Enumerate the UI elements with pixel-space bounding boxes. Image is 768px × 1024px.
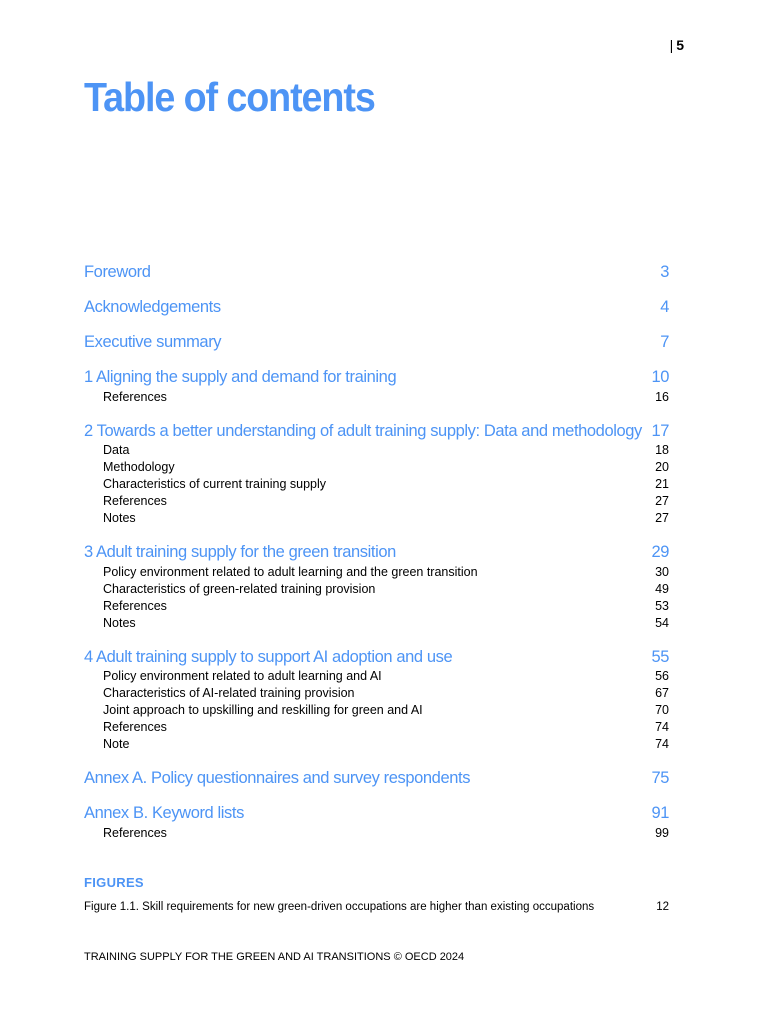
toc-subentry-page: 67 (655, 686, 669, 700)
toc-subentry-label: Methodology (103, 460, 175, 474)
toc-entry-label: Acknowledgements (84, 298, 221, 316)
toc-group (84, 768, 669, 788)
toc-subentry-label: Data (103, 443, 130, 457)
toc-subentry[interactable] (84, 736, 669, 753)
toc-subentry[interactable] (84, 825, 669, 842)
toc-subentry[interactable] (84, 719, 669, 736)
toc-entry[interactable] (84, 262, 669, 282)
toc-group (84, 803, 669, 842)
toc-subentry-label: Characteristics of current training supply (103, 477, 327, 491)
toc-entry[interactable] (84, 768, 669, 788)
toc-subentry-label: References (103, 825, 167, 840)
toc-subentry[interactable] (84, 459, 669, 476)
toc-entry[interactable] (84, 332, 669, 352)
toc-subentry-label: Characteristics of green-related training provision (103, 581, 376, 596)
toc-subentry[interactable] (84, 702, 669, 719)
toc-subentry[interactable] (84, 581, 669, 598)
toc-entry-page: 91 (651, 804, 669, 822)
toc-subentry[interactable] (84, 564, 669, 581)
toc-subentry-label: References (103, 494, 167, 508)
toc-subentry-page: 30 (655, 564, 669, 579)
toc-entry-page: 7 (660, 333, 669, 351)
toc-entry[interactable] (84, 542, 669, 562)
toc-subentry-label: References (103, 720, 167, 734)
page-number-value: 5 (676, 37, 684, 53)
toc-entry-page: 10 (651, 368, 669, 386)
page-separator: | (669, 37, 674, 53)
toc-subentry-label: Joint approach to upskilling and reskilling for green and AI (103, 703, 423, 717)
toc-subentries (84, 389, 669, 406)
table-of-contents (84, 262, 669, 857)
toc-entry-page: 75 (651, 769, 669, 787)
page-number (670, 37, 684, 53)
toc-subentry-label: Policy environment related to adult learning and AI (103, 669, 382, 683)
toc-subentry-page: 49 (655, 581, 669, 596)
toc-subentry-page: 99 (655, 825, 669, 840)
toc-entry-label: 1 Aligning the supply and demand for training (84, 368, 397, 386)
toc-subentry[interactable] (84, 598, 669, 615)
page-title: Table of contents (84, 74, 375, 120)
toc-group (84, 297, 669, 317)
toc-entry-label: 3 Adult training supply for the green transition (84, 543, 396, 561)
toc-subentry[interactable] (84, 685, 669, 702)
toc-entry[interactable] (84, 421, 669, 441)
toc-subentries (84, 825, 669, 842)
toc-subentries (84, 668, 669, 753)
toc-subentry-label: Note (103, 737, 130, 751)
figure-entry[interactable] (84, 899, 669, 915)
toc-entry[interactable] (84, 297, 669, 317)
figure-entry-label: Figure 1.1. Skill requirements for new green-driven occupations are higher than existing occupations (84, 901, 595, 913)
toc-subentry-page: 74 (655, 737, 669, 751)
toc-subentry[interactable] (84, 510, 669, 527)
toc-entry-label: 2 Towards a better understanding of adult training supply: Data and methodology (84, 421, 642, 440)
toc-subentry[interactable] (84, 615, 669, 632)
toc-subentry-page: 27 (655, 494, 669, 508)
toc-subentry-page: 16 (655, 389, 669, 404)
toc-subentry-label: Characteristics of AI-related training provision (103, 686, 355, 700)
toc-subentry[interactable] (84, 389, 669, 406)
toc-subentry[interactable] (84, 442, 669, 459)
toc-entry-page: 55 (651, 647, 669, 666)
toc-subentries (84, 564, 669, 632)
toc-entry-page: 4 (660, 298, 669, 316)
toc-subentry-page: 54 (655, 615, 669, 630)
toc-subentry-page: 56 (655, 669, 669, 683)
toc-group (84, 262, 669, 282)
toc-subentry-page: 53 (655, 598, 669, 613)
toc-entry-label: Executive summary (84, 333, 222, 351)
toc-subentry-page: 74 (655, 720, 669, 734)
toc-group (84, 332, 669, 352)
toc-subentry-label: Notes (103, 615, 136, 630)
toc-subentry-label: References (103, 598, 167, 613)
toc-entry[interactable] (84, 803, 669, 823)
toc-entry[interactable] (84, 647, 669, 667)
toc-subentry[interactable] (84, 476, 669, 493)
toc-entry-label: Annex A. Policy questionnaires and survey respondents (84, 769, 471, 787)
toc-subentries (84, 442, 669, 527)
toc-group (84, 367, 669, 406)
page-footer: TRAINING SUPPLY FOR THE GREEN AND AI TRANSITIONS © OECD 2024 (84, 951, 465, 963)
toc-subentry-label: Policy environment related to adult learning and the green transition (103, 564, 478, 579)
toc-entry-page: 29 (651, 543, 669, 561)
toc-subentry-page: 18 (655, 443, 669, 457)
toc-group (84, 542, 669, 632)
toc-entry-label: Foreword (84, 263, 151, 281)
toc-entry-label: Annex B. Keyword lists (84, 804, 244, 822)
toc-entry[interactable] (84, 367, 669, 387)
toc-subentry-label: References (103, 389, 167, 404)
toc-subentry-page: 70 (655, 703, 669, 717)
figure-entry-page: 12 (656, 901, 669, 913)
toc-subentry[interactable] (84, 493, 669, 510)
toc-subentry-label: Notes (103, 511, 136, 525)
toc-subentry[interactable] (84, 668, 669, 685)
toc-group (84, 421, 669, 528)
toc-subentry-page: 20 (655, 460, 669, 474)
toc-entry-page: 17 (651, 421, 669, 440)
toc-group (84, 647, 669, 754)
toc-subentry-page: 27 (655, 511, 669, 525)
toc-entry-label: 4 Adult training supply to support AI adoption and use (84, 647, 453, 666)
toc-subentry-page: 21 (655, 477, 669, 491)
figures-heading: FIGURES (84, 875, 144, 890)
toc-entry-page: 3 (660, 263, 669, 281)
